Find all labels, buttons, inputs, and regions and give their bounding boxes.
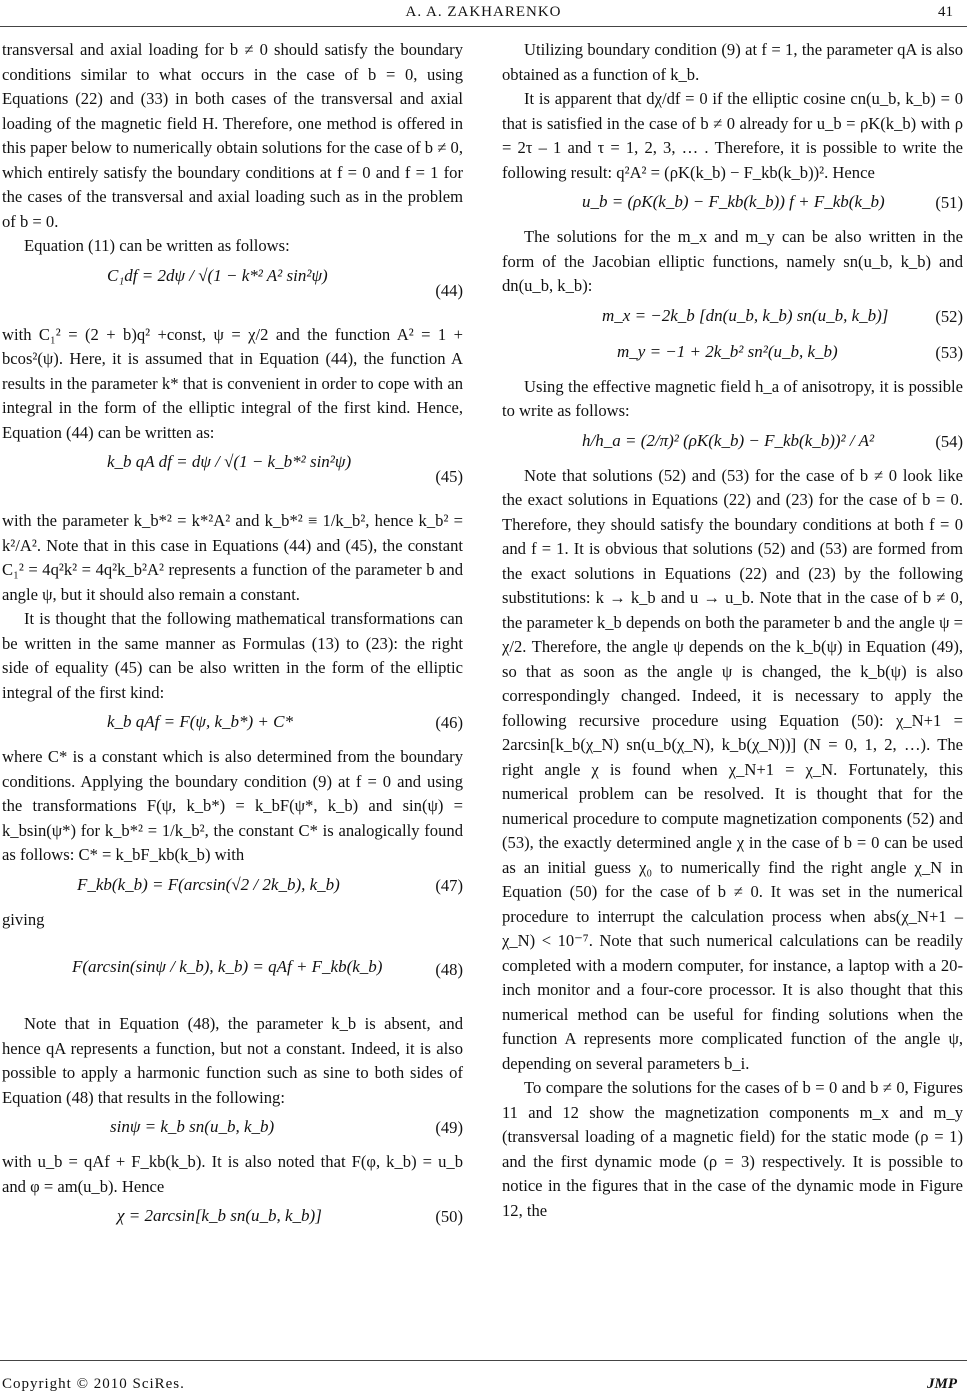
paragraph: with the parameter k_b*² = k*²A² and k_b*² ≡ 1/k_b², hence k_b² = k²/A². Note that in this case in Equations (44) and (45), the constant C₁² = 4q²k² = 4q²k_b²A² represents a function of the parameter b and angle ψ, but it should also remain a constant. xyxy=(2,511,463,604)
equation-number: (45) xyxy=(435,467,463,486)
equation-number: (51) xyxy=(935,193,963,212)
paragraph: giving xyxy=(2,909,45,929)
equation-body: χ = 2arcsin[k_b sn(u_b, k_b)] xyxy=(117,1206,322,1225)
copyright-notice: Copyright © 2010 SciRes. xyxy=(2,1376,185,1392)
equation-body: k_b qAf = F(ψ, k_b*) + C* xyxy=(107,712,293,731)
equation-46 xyxy=(2,709,463,741)
equation-number: (47) xyxy=(435,875,463,895)
equation-body: k_b qA df = dψ / √(1 − k_b*² sin²ψ) xyxy=(107,452,352,471)
running-title: A. A. ZAKHARENKO xyxy=(405,4,562,20)
paragraph: Utilizing boundary condition (9) at f = 1, the parameter qA is also obtained as a function of k_b. xyxy=(502,40,963,84)
page-number: 41 xyxy=(938,4,953,20)
equation-number: (52) xyxy=(935,306,963,326)
journal-abbrev: JMP xyxy=(927,1376,957,1392)
equation-49 xyxy=(2,1114,463,1146)
paragraph: where C* is a constant which is also determined from the boundary conditions. Applying the boundary condition (9) at f = 0 and using the transformations F(ψ, k_b*) = k_bF(ψ*, k_b) and sin(ψ) = k_bsin(ψ*) for k_b*² = 1/k_b², the constant C* is analogically found as follows: C* = k_bF_kb(k_b) with xyxy=(2,747,463,864)
equation-body: F_kb(k_b) = F(arcsin(√2 / 2k_b), k_b) xyxy=(77,874,340,894)
equation-50 xyxy=(2,1203,463,1235)
paragraph: It is apparent that dχ/df = 0 if the elliptic cosine cn(u_b, k_b) = 0 that is satisfied in the case of b ≠ 0 already for u_b = ρK(k_b) with ρ = 2τ – 1 and τ = 1, 2, 3, … . Therefore, it is possible to write the following result: q²A² = (ρK(k_b) − F_kb(k_b))². Hence xyxy=(502,89,963,182)
equation-body: u_b = (ρK(k_b) − F_kb(k_b)) f + F_kb(k_b) xyxy=(582,192,885,211)
equation-48 xyxy=(2,936,463,1008)
paragraph: with u_b = qAf + F_kb(k_b). It is also noted that F(φ, k_b) = u_b and φ = am(u_b). Hence xyxy=(2,1152,463,1196)
equation-body: sinψ = k_b sn(u_b, k_b) xyxy=(110,1117,275,1136)
equation-number: (48) xyxy=(435,960,463,979)
right-column xyxy=(502,38,963,1223)
paragraph: Using the effective magnetic field h_a of anisotropy, it is possible to write as follows: xyxy=(502,376,963,420)
equation-54 xyxy=(502,428,963,460)
equation-body: C₁df = 2dψ / √(1 − k*² A² sin²ψ) xyxy=(107,265,328,285)
paragraph: It is thought that the following mathematical transformations can be written in the same manner as Formulas (13) to (23): the right side of equality (45) can be also written in the form of the elliptic integral of the first kind: xyxy=(2,609,463,702)
paragraph: To compare the solutions for the cases of b = 0 and b ≠ 0, Figures 11 and 12 show the magnetization components m_x and m_y (transversal loading of a magnetic field) for the static mode (ρ = 1) and the first dynamic mode (ρ = 3) respectively. It is possible to notice in the figures that in the case of the dynamic mode in Figure 12, the xyxy=(502,1078,963,1220)
equation-number: (49) xyxy=(435,1118,463,1137)
paragraph: transversal and axial loading for b ≠ 0 should satisfy the boundary conditions similar to what occurs in the case of b = 0, using Equations (22) and (33) in both cases of the transversal and axial loading of the magnetic field H. Therefore, one method is offered in this paper below to numerically obtain solutions for the case of b ≠ 0, which entirely satisfy the boundary conditions at f = 0 and f = 1 for the cases of the transversal and axial loading such as in the problem of b = 0. xyxy=(2,40,463,231)
paragraph: Note that solutions (52) and (53) for the case of b ≠ 0 look like the exact solutions in Equations (22) and (23) for the case of b = 0. Therefore, they should satisfy the boundary conditions at both f = 0 and f = 1. It is obvious that solutions (52) and (53) are formed from the exact solutions in Equations (22) and (23) by the following substitutions: k → k_b and u → u_b. Note that in the case of b ≠ 0, the parameter k_b depends on both the parameter b and the angle ψ = χ/2. Therefore, the angle ψ depends on the k_b(ψ) in Equation (49), so that as soon as the angle ψ is changed, the k_b(ψ) is also correspondingly changed. Indeed, it is necessary to apply the following recursive procedure using Equation (50): χ_N+1 = 2arcsin[k_b(χ_N) sn(u_b(χ_N), k_b(χ_N))] (N = 0, 1, 2, …). The right angle χ is found when χ_N+1 = χ_N. Fortunately, this numerical problem can be resolved. It is thought that for the numerical procedure to compute magnetization components (52) and (53), the exactly determined angle χ in the case of b = 0 can be used as an initial guess χ₀ to numerically find the right angle χ_N in Equation (50) for the case of b ≠ 0. It was set in the numerical procedure to interrupt the calculation process when abs(χ_N+1 – χ_N) < 10⁻⁷. Note that such numerical calculations can be readily completed with a modern computer, for instance, a laptop with a 20-inch monitor and a four-core processor. It is also thought that this numerical method can be useful for finding solutions when the function A represents more complicated function of the angle ψ, depending on several parameters b_i. xyxy=(502,465,963,1073)
left-column xyxy=(2,38,463,1239)
equation-number: (54) xyxy=(935,431,963,451)
equation-53 xyxy=(502,339,963,371)
equation-body: m_x = −2k_b [dn(u_b, k_b) sn(u_b, k_b)] xyxy=(602,305,889,325)
header-rule xyxy=(0,26,967,27)
equation-number: (53) xyxy=(935,342,963,362)
equation-45 xyxy=(2,449,463,505)
equation-number: (46) xyxy=(435,713,463,732)
equation-number: (50) xyxy=(435,1207,463,1226)
paragraph: with C₁² = (2 + b)q² +const, ψ = χ/2 and the function A² = 1 + bcos²(ψ). Here, it is assumed that in Equation (44), the function A results in the parameter k* that is convenient in order to cope with an integral in the form of the elliptic integral of the first kind. Hence, Equation (44) can be written as: xyxy=(2,324,463,442)
equation-44 xyxy=(2,263,463,319)
footer-rule xyxy=(0,1360,967,1361)
equation-51 xyxy=(502,189,963,221)
paragraph: Equation (11) can be written as follows: xyxy=(24,236,290,255)
page-header xyxy=(0,4,967,24)
equation-number: (44) xyxy=(435,280,463,300)
paragraph: The solutions for the m_x and m_y can be also written in the form of the Jacobian elliptic functions, namely sn(u_b, k_b) and dn(u_b, k_b): xyxy=(502,227,963,295)
paragraph: Note that in Equation (48), the parameter k_b is absent, and hence qA represents a function, but not a constant. Indeed, it is also possible to apply a harmonic function such as sine to both sides of Equation (48) that results in the following: xyxy=(2,1014,463,1107)
equation-47 xyxy=(2,872,463,904)
equation-body: F(arcsin(sinψ / k_b), k_b) = qAf + F_kb(k_b) xyxy=(72,957,383,976)
equation-body: m_y = −1 + 2k_b² sn²(u_b, k_b) xyxy=(617,341,838,361)
equation-body: h/h_a = (2/π)² (ρK(k_b) − F_kb(k_b))² / A² xyxy=(582,430,875,450)
equation-52 xyxy=(502,303,963,335)
